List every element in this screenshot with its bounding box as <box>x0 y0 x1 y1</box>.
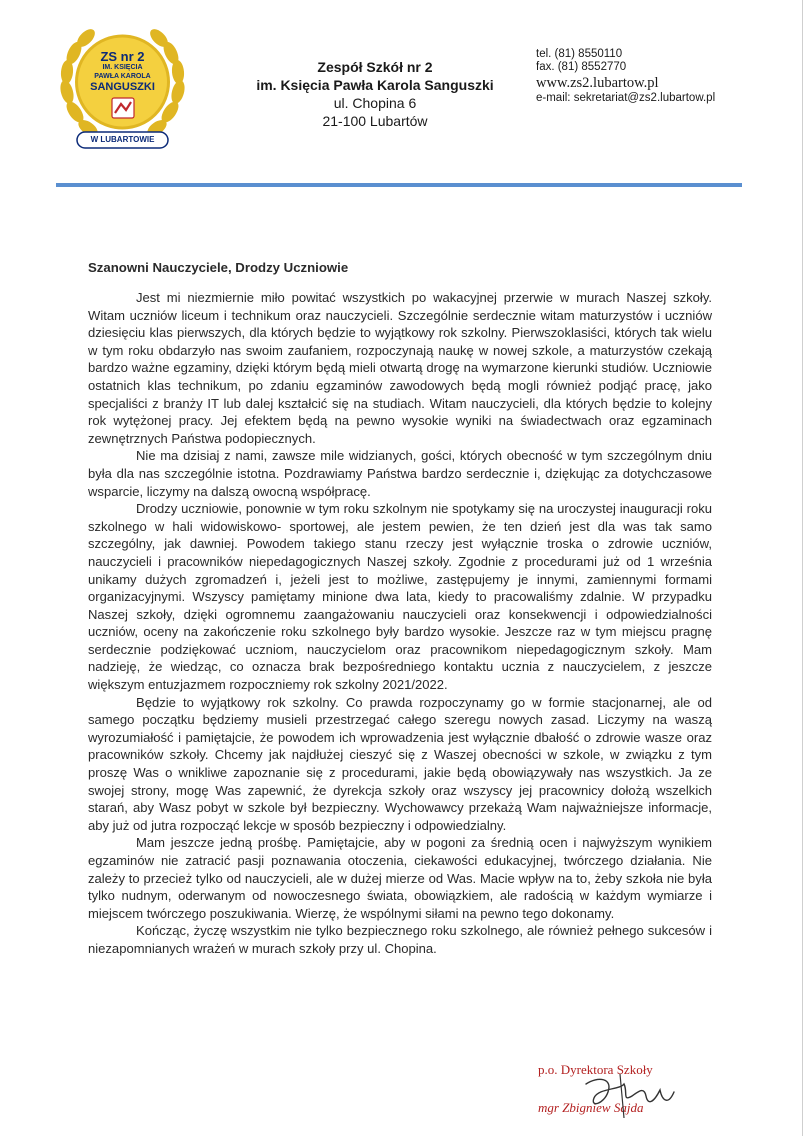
logo-banner: W LUBARTOWIE <box>90 135 155 144</box>
school-street: ul. Chopina 6 <box>333 95 417 111</box>
contact-email-link[interactable]: e-mail: sekretariat@zs2.lubartow.pl <box>536 92 716 104</box>
contact-tel: tel. (81) 8550110 <box>536 48 623 60</box>
signature-name: mgr Zbigniew Sajda <box>538 1100 644 1115</box>
school-city: 21-100 Lubartów <box>322 113 428 129</box>
handwritten-signature-icon <box>528 1062 698 1124</box>
school-name-line2: im. Księcia Pawła Karola Sanguszki <box>256 77 494 93</box>
contact-fax: fax. (81) 8552770 <box>536 61 627 73</box>
logo-line3: PAWŁA KAROLA <box>94 73 151 80</box>
signature-title: p.o. Dyrektora Szkoły <box>538 1062 653 1077</box>
contact-block <box>536 48 715 105</box>
school-logo <box>55 20 190 155</box>
header-divider <box>56 183 742 187</box>
letter-paragraph: Kończąc, życzę wszystkim nie tylko bezpiecznego roku szkolnego, ale również pełnego sukcesów i niezapomnianych wrażeń w murach szkoły przy ul. Chopina. <box>88 923 712 956</box>
letter-paragraph: Jest mi niezmiernie miło powitać wszystkich po wakacyjnej przerwie w murach Naszej szkoły. Witam uczniów liceum i technikum oraz nauczycieli. Szczególnie serdecznie witam maturzystów i uczniów dziesięciu klas pierwszych, dla których będzie to wyjątkowy rok szkolny. Pierwszoklasiści, których tak wielu w tym roku obdarzyło nas swoim zaufaniem, rozpoczynają naukę w nowej szkole, a maturzystów czekają bardzo ważne egzaminy, dzięki którym będą mieli otwartą drogę na wymarzone kierunki studiów. Uczniowie ostatnich klas technikum, po zdaniu egzaminów zawodowych będą mogli również podjąć pracę, jako specjaliści z branży IT lub dalej kształcić się na studiach. Witam nauczycieli, dla których będzie to kolejny rok wytężonej pracy. Jej efektem będą na pewno wysokie wyniki na świadectwach oraz egzaminach zewnętrznych Państwa podopiecznych. <box>88 290 712 446</box>
logo-line2: IM. KSIĘCIA <box>102 64 143 71</box>
letter-paragraph: Mam jeszcze jedną prośbę. Pamiętajcie, aby w pogoni za średnią ocen i najwyższym wynikiem egzaminów nie zatracić pasji poznawania otoczenia, ciekawości edukacyjnej, twórczego działania. Nie zależy to przecież tylko od nauczycieli, ale w dużej mierze od Was. Macie wpływ na to, żeby szkoła nie była tylko nudnym, oderwanym od nowoczesnego świata, obowiązkiem, ale radością w każdym wymiarze i miejscem twórczego poszukiwania. Wierzę, że wspólnymi siłami na pewno tego dokonamy. <box>88 835 712 921</box>
school-name-line1: Zespół Szkół nr 2 <box>317 59 433 75</box>
logo-line4: SANGUSZKI <box>90 81 155 93</box>
school-header <box>240 58 510 130</box>
letter-paragraph: Nie ma dzisiaj z nami, zawsze mile widzianych, gości, których obecność w tym szczególnym dniu była dla nas szczególnie istotna. Pozdrawiamy Państwa bardzo serdecznie i, dziękując za dotychczasowe wsparcie, liczymy na dalszą owocną współpracę. <box>88 448 712 499</box>
contact-website-link[interactable]: www.zs2.lubartow.pl <box>536 75 659 91</box>
signature-block <box>528 1062 698 1124</box>
letter-paragraph: Będzie to wyjątkowy rok szkolny. Co prawda rozpoczynamy go w formie stacjonarnej, ale od samego początku będziemy musieli przestrzegać całego szeregu nowych zasad. Liczymy na waszą wyrozumiałość i pamiętajcie, że powodem ich wprowadzenia jest wyłącznie dbałość o zdrowie wasze oraz pracowników szkoły. Chcemy jak najdłużej cieszyć się z Waszej obecności w szkole, w związku z tym proszę Was o wnikliwe zapoznanie się z procedurami, jakie będą obowiązywały nas wszystkich. Ja ze swojej strony, mogę Was zapewnić, że dyrekcja szkoły oraz wszyscy jej pracownicy dołożą wszelkich starań, aby Wasz pobyt w szkole był bezpieczny. Wychowawcy przekażą Wam najważniejsze informacje, aby już od jutra rozpocząć lekcje w sposób bezpieczny i odpowiedzialny. <box>88 694 712 833</box>
logo-line1: ZS nr 2 <box>100 49 145 64</box>
letter-greeting: Szanowni Nauczyciele, Drodzy Uczniowie <box>88 260 349 275</box>
letter-body <box>88 289 712 958</box>
letter-paragraph: Drodzy uczniowie, ponownie w tym roku szkolnym nie spotykamy się na uroczystej inauguracji roku szkolnego w hali widowiskowo- sportowej, ale jestem pewien, że ten dzień jest dla was tak samo szczególny, jak dawniej. Powodem takiego stanu rzeczy jest wyłącznie troska o zdrowie uczniów, nauczycieli i pracowników niepedagogicznych Naszej szkoły. Zgodnie z procedurami już od 1 września unikamy dużych zgromadzeń i, jeżeli jest to możliwe, zastępujemy je innymi, zamiennymi formami organizacyjnymi. Wszyscy pamiętamy minione dwa lata, kiedy to pracowaliśmy zdalnie. W przypadku Naszej szkoły, dzięki ogromnemu zaangażowaniu nauczycieli oraz konsekwencji i odpowiedzialności uczniów, oceny na zakończenie roku szkolnego były bardzo wysokie. Jeszcze raz w tym miejscu pragnę serdecznie podziękować uczniom, nauczycielom oraz pracownikom niepedagogicznym szkoły. Mam nadzieję, że wiedząc, co oznacza brak bezpośredniego kontaktu ucznia z nauczycielem, z jeszcze większym entuzjazmem rozpoczniemy rok szkolny 2021/2022. <box>88 501 712 693</box>
